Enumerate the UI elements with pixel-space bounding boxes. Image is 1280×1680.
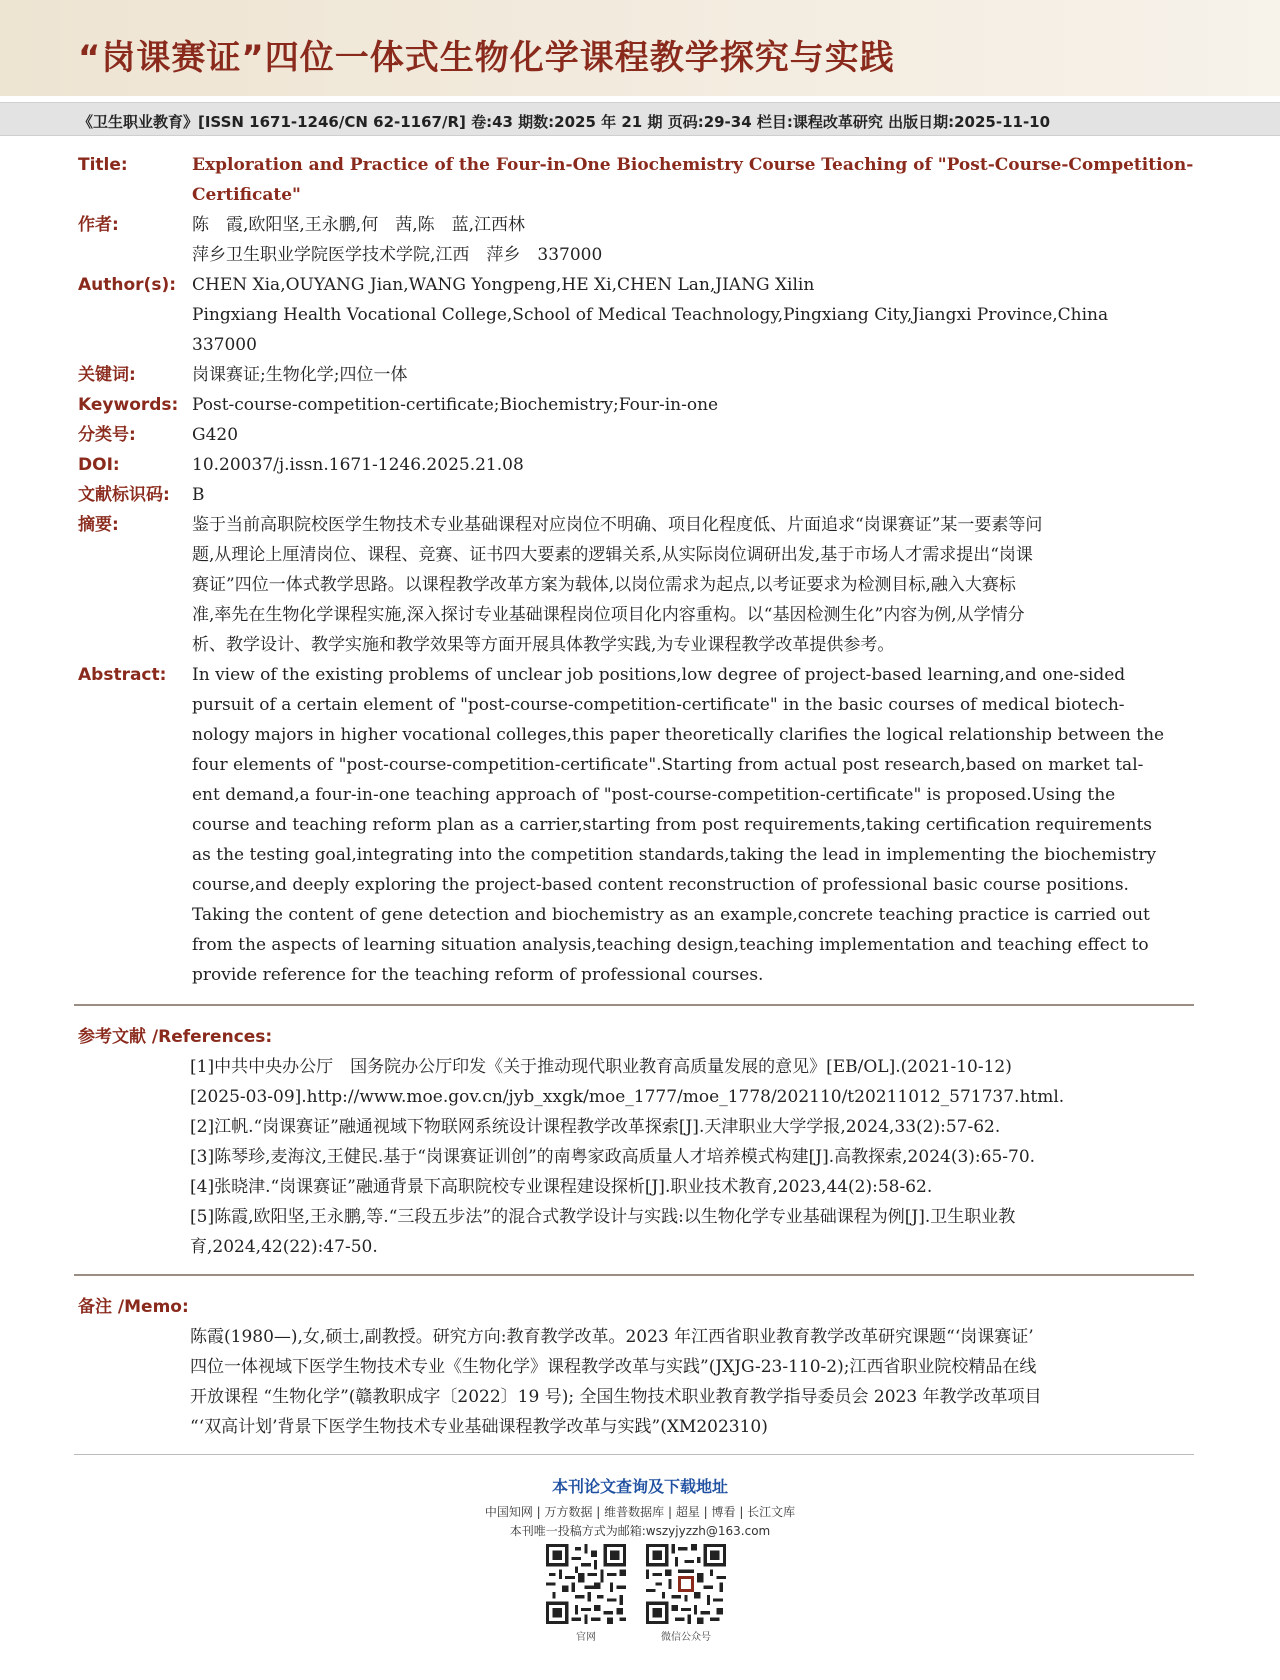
abstract-en-line: provide reference for the teaching reform of professional courses. xyxy=(192,965,764,985)
abstract-en-line: pursuit of a certain element of "post-course-competition-certificate" in the basic courses of medical biotech- xyxy=(192,695,1125,715)
keywords-en-row xyxy=(78,390,1196,420)
abstract-cn-row xyxy=(78,510,1196,660)
affiliation-cn: 萍乡卫生职业学院医学技术学院,江西 萍乡 337000 xyxy=(192,245,603,265)
references-divider xyxy=(74,1004,1194,1006)
title-line: Certificate" xyxy=(192,185,301,205)
abstract-en-row xyxy=(78,660,1196,990)
memo-divider xyxy=(74,1274,1194,1276)
article-fields xyxy=(78,150,1196,990)
affiliation-en-line: Pingxiang Health Vocational College,School of Medical Teachnology,Pingxiang City,Jiangxi Province,China xyxy=(192,305,1109,325)
abstract-cn-line: 题,从理论上厘清岗位、课程、竞赛、证书四大要素的逻辑关系,从实际岗位调研出发,基于市场人才需求提出“岗课 xyxy=(192,545,1033,565)
authors-en-label: Author(s): xyxy=(78,275,177,295)
footer-divider xyxy=(74,1454,1194,1455)
class-label: 分类号: xyxy=(78,425,136,445)
keywords-en-value: Post-course-competition-certificate;Biochemistry;Four-in-one xyxy=(192,395,719,415)
reference-line[interactable]: [2025-03-09].http://www.moe.gov.cn/jyb_xxgk/moe_1777/moe_1778/202110/t20211012_571737.html. xyxy=(190,1087,1065,1107)
footer xyxy=(0,1476,1280,1540)
abstract-en-label: Abstract: xyxy=(78,665,167,685)
qr-official-site[interactable] xyxy=(546,1544,626,1643)
qr-wechat[interactable] xyxy=(646,1544,726,1643)
memo-line: “‘双高计划’背景下医学生物技术专业基础课程教学改革与实践”(XM202310) xyxy=(190,1417,768,1437)
footer-title: 本刊论文查询及下载地址 xyxy=(551,1477,728,1496)
journal-meta: 《卫生职业教育》[ISSN 1671-1246/CN 62-1167/R] 卷:43 期数:2025 年 21 期 页码:29-34 栏目:课程改革研究 出版日期:2025-11-10 xyxy=(78,113,1051,131)
abstract-en-line: Taking the content of gene detection and biochemistry as an example,concrete teaching practice is carried out xyxy=(192,905,1150,925)
reference-line: [4]张晓津.“岗课赛证”融通背景下高职院校专业课程建设探析[J].职业技术教育,2023,44(2):58-62. xyxy=(190,1177,933,1197)
authors-cn-label: 作者: xyxy=(78,215,119,235)
keywords-en-label: Keywords: xyxy=(78,395,179,415)
affiliation-en-line: 337000 xyxy=(192,335,257,355)
abstract-cn-line: 赛证”四位一体式教学思路。以课程教学改革方案为载体,以岗位需求为起点,以考证要求为检测目标,融入大赛标 xyxy=(192,575,1016,595)
abstract-cn-line: 准,率先在生物化学课程实施,深入探讨专业基础课程岗位项目化内容重构。以“基因检测生化”内容为例,从学情分 xyxy=(192,605,1025,625)
memo-line: 开放课程 “生物化学”(赣教职成字〔2022〕19 号); 全国生物技术职业教育教学指导委员会 2023 年教学改革项目 xyxy=(190,1387,1042,1407)
abstract-en-line: In view of the existing problems of unclear job positions,low degree of project-based learning,and one-sided xyxy=(192,665,1126,685)
docid-row xyxy=(78,480,1196,510)
authors-en: CHEN Xia,OUYANG Jian,WANG Yongpeng,HE Xi,CHEN Lan,JIANG Xilin xyxy=(192,275,815,295)
meta-band xyxy=(0,102,1280,136)
qr-wechat-caption: 微信公众号 xyxy=(661,1632,711,1643)
keywords-cn-row xyxy=(78,360,1196,390)
title-value xyxy=(192,150,1196,210)
doi-label: DOI: xyxy=(78,455,120,475)
abstract-en-line: course and teaching reform plan as a carrier,starting from post requirements,taking certification requirements xyxy=(192,815,1153,835)
abstract-en-line: nology majors in higher vocational colleges,this paper theoretically clarifies the logical relationship between the xyxy=(192,725,1165,745)
authors-en-row xyxy=(78,270,1196,360)
qr-code-icon xyxy=(546,1544,626,1624)
qr-code-icon xyxy=(646,1544,726,1624)
abstract-cn-label: 摘要: xyxy=(78,515,119,535)
title-line: Exploration and Practice of the Four-in-One Biochemistry Course Teaching of "Post-Course-Competition- xyxy=(192,155,1194,175)
reference-line: [5]陈霞,欧阳坚,王永鹏,等.“三段五步法”的混合式教学设计与实践:以生物化学专业基础课程为例[J].卫生职业教 xyxy=(190,1207,1016,1227)
keywords-cn-value: 岗课赛证;生物化学;四位一体 xyxy=(192,365,408,385)
abstract-en-line: course,and deeply exploring the project-based content reconstruction of professional basic course positions. xyxy=(192,875,1129,895)
page-title: “岗课赛证”四位一体式生物化学课程教学探究与实践 xyxy=(78,38,895,78)
abstract-en-line: as the testing goal,integrating into the competition standards,taking the lead in implementing the biochemistry xyxy=(192,845,1157,865)
reference-line: 育,2024,42(22):47-50. xyxy=(190,1237,378,1257)
memo-line: 四位一体视域下医学生物技术专业《生物化学》课程教学改革与实践”(JXJG-23-110-2);江西省职业院校精品在线 xyxy=(190,1357,1037,1377)
authors-cn: 陈 霞,欧阳坚,王永鹏,何 茜,陈 蓝,江西林 xyxy=(192,215,526,235)
doi-value[interactable]: 10.20037/j.issn.1671-1246.2025.21.08 xyxy=(192,455,524,475)
authors-cn-row xyxy=(78,210,1196,270)
title-label: Title: xyxy=(78,155,128,175)
qr-official-caption: 官网 xyxy=(576,1632,596,1643)
abstract-cn-line: 析、教学设计、教学实施和教学效果等方面开展具体教学实践,为专业课程教学改革提供参考。 xyxy=(192,635,895,655)
references-list xyxy=(190,1052,1196,1262)
reference-line: [1]中共中央办公厅 国务院办公厅印发《关于推动现代职业教育高质量发展的意见》[EB/OL].(2021-10-12) xyxy=(190,1057,1012,1077)
class-value: G420 xyxy=(192,425,239,445)
authors-en-value xyxy=(192,270,1196,360)
footer-databases[interactable]: 中国知网 | 万方数据 | 维普数据库 | 超星 | 博看 | 长江文库 xyxy=(484,1505,796,1519)
abstract-en-line: ent demand,a four-in-one teaching approach of "post-course-competition-certificate" is proposed.Using the xyxy=(192,785,1116,805)
abstract-cn-value xyxy=(192,510,1196,660)
abstract-cn-line: 鉴于当前高职院校医学生物技术专业基础课程对应岗位不明确、项目化程度低、片面追求“岗课赛证”某一要素等问 xyxy=(192,515,1043,535)
reference-line: [3]陈琴珍,麦海汶,王健民.基于“岗课赛证训创”的南粤家政高质量人才培养模式构建[J].高教探索,2024(3):65-70. xyxy=(190,1147,1036,1167)
docid-value: B xyxy=(192,485,205,505)
memo-label: 备注 /Memo: xyxy=(78,1297,189,1317)
abstract-en-value xyxy=(192,660,1196,990)
abstract-en-line: from the aspects of learning situation analysis,teaching design,teaching implementation and teaching effect to xyxy=(192,935,1149,955)
doi-row xyxy=(78,450,1196,480)
keywords-cn-label: 关键词: xyxy=(78,365,136,385)
footer-email[interactable]: 本刊唯一投稿方式为邮箱:wszyjyzzh@163.com xyxy=(509,1524,771,1538)
docid-label: 文献标识码: xyxy=(78,485,170,505)
memo-text xyxy=(190,1322,1196,1442)
reference-line: [2]江帆.“岗课赛证”融通视域下物联网系统设计课程教学改革探索[J].天津职业大学学报,2024,33(2):57-62. xyxy=(190,1117,1001,1137)
abstract-en-line: four elements of "post-course-competition-certificate".Starting from actual post research,based on market tal- xyxy=(192,755,1144,775)
authors-cn-value xyxy=(192,210,1196,270)
references-label: 参考文献 /References: xyxy=(78,1027,273,1047)
title-row xyxy=(78,150,1196,210)
class-row xyxy=(78,420,1196,450)
memo-line: 陈霞(1980—),女,硕士,副教授。研究方向:教育教学改革。2023 年江西省职业教育教学改革研究课题“‘岗课赛证’ xyxy=(190,1327,1034,1347)
